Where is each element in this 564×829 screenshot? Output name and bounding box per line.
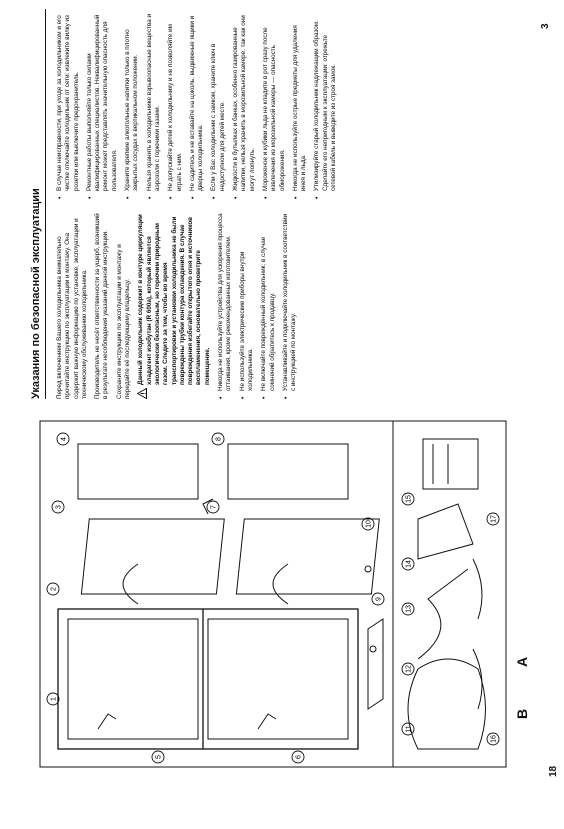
page-number-right: 3 xyxy=(540,23,551,29)
list-item: • Не используйте электрические приборы внутри холодильника. xyxy=(239,213,256,399)
list-item: • Если у Вас холодильник с замком, храните ключ в недоступном для детей месте. xyxy=(210,13,227,199)
page-number-left: 18 xyxy=(548,765,559,777)
callout-number: 12 xyxy=(405,665,413,673)
list-item: • Не допускайте детей к холодильнику и не позволяйте им играть с ним. xyxy=(167,13,184,199)
list-item: • Не садитесь и не вставайте на цоколь, выдвижные ящики и дверцы холодильника. xyxy=(189,13,206,199)
list-item: • Никогда не используйте острые предметы для удаления инея и льда. xyxy=(292,13,309,199)
hinge-plate xyxy=(423,439,478,489)
upper-compartment xyxy=(68,619,198,739)
lower-door xyxy=(236,519,379,594)
callout-number: 2 xyxy=(50,587,58,591)
door-reversal-illustration xyxy=(38,419,530,769)
lower-compartment xyxy=(208,619,348,739)
figure-label-a: A xyxy=(514,656,530,667)
warning-text: Данный холодильник содержит в контуре циркуляции хладагент изобутан (R 600a), который является экологически безопасным, но горючим природным газом. Следите за тем, чтобы во время транспортировки и установки холодильника не были повреждены трубки контура охлаждения. В случае повреждения избегайте открытого огня и источников воспламенения, основательно проветрите помещение. xyxy=(137,214,211,385)
list-item: • Нельзя хранить в холодильнике взрывоопасные вещества и аэрозоли с горючими газами. xyxy=(146,13,163,199)
callout-number: 9 xyxy=(375,597,383,601)
list-item: • Утилизируйте старый холодильник надлежащим образом. Сделайте его непригодным к эксплуатации: отрежьте сетевой кабель и выведите из строя замок. xyxy=(313,13,338,199)
list-item: • Мороженое и кубики льда не кладите в рот сразу после извлечения из морозильной камеры — опасность обморожения. xyxy=(262,13,287,199)
text-column-left xyxy=(56,213,303,399)
panel-b-drawing xyxy=(405,439,486,749)
text-column-right xyxy=(56,13,343,199)
panel-a-drawing xyxy=(55,444,383,749)
section-title: Указания по безопасной эксплуатации xyxy=(30,9,46,399)
keep-manual-paragraph: Сохраните инструкцию по эксплуатации и монтажу и передайте её последующему владельцу. xyxy=(115,244,132,399)
callout-number: 4 xyxy=(60,437,68,441)
callout-number: 10 xyxy=(365,520,373,528)
callout-number: 5 xyxy=(155,755,163,759)
callout-number: 11 xyxy=(405,725,413,733)
callout-markers xyxy=(47,433,499,763)
callout-number: 17 xyxy=(490,515,498,523)
callout-number: 16 xyxy=(490,735,498,743)
list-item: • В случае неисправности, при уходе за холодильником и его чистке отключайте холодильник от сети: извлеките вилку из розетки или выключите предохранитель. xyxy=(56,13,81,199)
callout-number: 7 xyxy=(210,505,218,509)
callout-number: 8 xyxy=(215,437,223,441)
safety-instructions xyxy=(30,9,530,399)
list-item: • Устанавливайте и подключайте холодильник в соответствии с инструкцией по монтажу. xyxy=(282,213,299,399)
callout-number: 14 xyxy=(405,560,413,568)
callout-number: 1 xyxy=(50,697,58,701)
callout-number: 3 xyxy=(55,505,63,509)
callout-number: 6 xyxy=(295,755,303,759)
illustration-drawing xyxy=(38,419,508,769)
callout-number: 15 xyxy=(405,495,413,503)
list-item: • Ремонтные работы выполняйте только силами квалифицированных специалистов. Неквалифицированный ремонт может представлять значительную опасность для пользователя. xyxy=(86,13,119,199)
hinge-detail-1 xyxy=(405,659,486,749)
list-item: • Никогда не используйте устройства для ускорения процесса оттаивания, кроме рекомендованных изготовителем. xyxy=(217,213,234,399)
handle-detail xyxy=(418,569,468,659)
callout-number: 13 xyxy=(405,605,413,613)
intro-paragraph: Перед включением Вашего холодильника внимательно прочитайте инструкцию по эксплуатации и монтажу. Она содержит важную информацию по установке, эксплуатации и техническому обслуживанию холодильника. xyxy=(56,218,88,399)
list-item: • Жидкости в бутылках и банках, особенно газированные напитки, нельзя хранить в морозильной камере, так как они могут лопнуть. xyxy=(232,13,257,199)
removed-door-upper xyxy=(78,444,198,499)
door-handle xyxy=(368,619,383,709)
liability-paragraph: Производитель не несёт ответственности за ущерб, возникший в результате несоблюдения указаний данной инструкции. xyxy=(94,213,110,399)
list-item: • Храните крепкие алкогольные напитки только в плотно закрытых сосудах в вертикальном положении. xyxy=(124,13,141,199)
removed-door-lower xyxy=(228,444,348,499)
upper-door xyxy=(81,519,224,594)
hinge-detail-2 xyxy=(418,504,473,559)
list-item: • Не включайте повреждённый холодильник; в случае сомнений обратитесь к продавцу. xyxy=(260,213,277,399)
warning-triangle-icon xyxy=(137,388,147,399)
figure-label-b: B xyxy=(514,708,530,719)
refrigerant-warning xyxy=(137,213,212,399)
